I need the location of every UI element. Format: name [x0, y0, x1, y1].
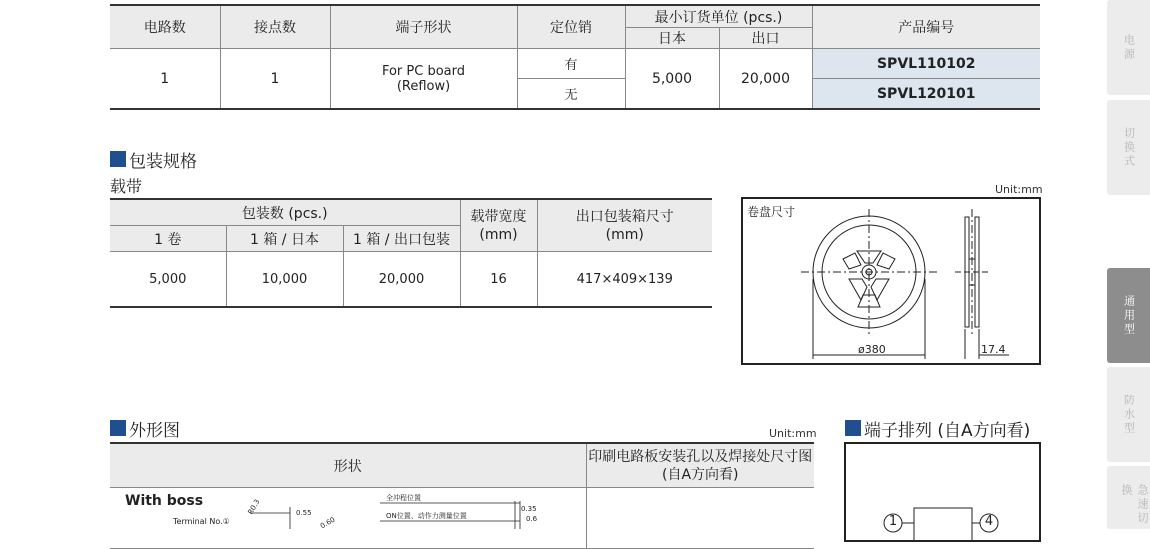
- header-export: 出口: [719, 28, 812, 49]
- cell-japan-qty: 5,000: [625, 49, 719, 110]
- section-square-icon: [110, 420, 126, 436]
- packing-table: [110, 198, 712, 308]
- cell-circuits: 1: [110, 49, 220, 110]
- cell-box-export-qty: 20,000: [343, 252, 460, 308]
- packing-section-title: [110, 149, 197, 172]
- header-terminal-shape: 端子形状: [330, 5, 517, 49]
- side-tab-general[interactable]: 通用型: [1107, 268, 1150, 363]
- outline-title-text: 外形图: [129, 420, 180, 441]
- reel-drawing-title: 卷盘尺寸: [747, 205, 796, 219]
- dim-d2: 0.60: [319, 515, 337, 531]
- side-tab-switching[interactable]: 切换式: [1107, 100, 1150, 195]
- header-positioning-pin: 定位销: [517, 5, 625, 49]
- header-box-japan: 1 箱 / 日本: [226, 226, 343, 252]
- cell-box-japan-qty: 10,000: [226, 252, 343, 308]
- side-tab-waterproof[interactable]: 防水型: [1107, 367, 1150, 462]
- terminal-title-text: 端子排列 (自A方向看): [864, 420, 1031, 441]
- reel-diagram: [743, 199, 1039, 363]
- outline-unit: Unit:mm: [769, 427, 817, 440]
- header-export-box-size: 出口包装箱尺寸 (mm): [537, 199, 712, 252]
- reel-diameter-label: ø380: [858, 343, 886, 356]
- side-tab-power[interactable]: 电源: [1107, 0, 1150, 95]
- terminal-4-label: 4: [984, 514, 994, 529]
- cell-terminal-shape: For PC board (Reflow): [330, 49, 517, 110]
- header-pcb-mounting: 印刷电路板安装孔以及焊接处尺寸图 (自A方向看): [586, 443, 814, 488]
- header-japan: 日本: [625, 28, 719, 49]
- terminal-diagram: [846, 444, 1039, 540]
- terminal-1-label: 1: [888, 514, 898, 529]
- side-tab-snap-action[interactable]: 急速切换: [1107, 466, 1150, 529]
- cell-pin-no: 无: [517, 79, 625, 110]
- dim-d1: 0.55: [296, 509, 312, 517]
- packing-unit: Unit:mm: [995, 183, 1043, 196]
- terminal-box: [844, 442, 1041, 542]
- product-code-yes: SPVL110102: [812, 49, 1040, 79]
- cell-contacts: 1: [220, 49, 330, 110]
- header-box-export: 1 箱 / 出口包装: [343, 226, 460, 252]
- header-reel: 1 卷: [110, 226, 226, 252]
- product-code-no: SPVL120101: [812, 79, 1040, 110]
- header-circuits: 电路数: [110, 5, 220, 49]
- terminal-section-title: [845, 418, 1031, 441]
- outline-diagram: [230, 495, 550, 529]
- packing-subtitle: 载带: [110, 177, 143, 196]
- with-boss-label: With boss: [125, 493, 204, 509]
- pcb-drawing-cell: [586, 488, 814, 549]
- outline-section-title: [110, 418, 180, 441]
- cell-reel-qty: 5,000: [110, 252, 226, 308]
- section-square-icon: [110, 151, 126, 167]
- cell-export-box-size: 417×409×139: [537, 252, 712, 308]
- terminal-no-label: Terminal No.①: [173, 517, 230, 526]
- packing-title-text: 包装规格: [129, 151, 197, 172]
- cell-export-qty: 20,000: [719, 49, 812, 110]
- header-min-order: 最小订货单位 (pcs.): [625, 5, 812, 28]
- dim-d3: 0.35: [521, 505, 537, 513]
- header-product-code: 产品编号: [812, 5, 1040, 49]
- section-square-icon: [845, 420, 861, 436]
- cell-pin-yes: 有: [517, 49, 625, 79]
- cell-tape-width: 16: [460, 252, 537, 308]
- full-stroke-label: 全冲程位置: [386, 494, 421, 502]
- dim-r: R0.3: [246, 498, 262, 516]
- header-contacts: 接点数: [220, 5, 330, 49]
- on-position-label: ON位置、动作力测量位置: [386, 512, 467, 520]
- header-shape: 形状: [110, 443, 586, 488]
- reel-drawing-box: [741, 197, 1041, 365]
- header-tape-width: 载带宽度 (mm): [460, 199, 537, 252]
- reel-width-label: 17.4: [981, 343, 1006, 356]
- spec-table: [110, 4, 1040, 110]
- dim-d4: 0.6: [526, 515, 538, 523]
- header-packing-qty: 包装数 (pcs.): [110, 199, 460, 226]
